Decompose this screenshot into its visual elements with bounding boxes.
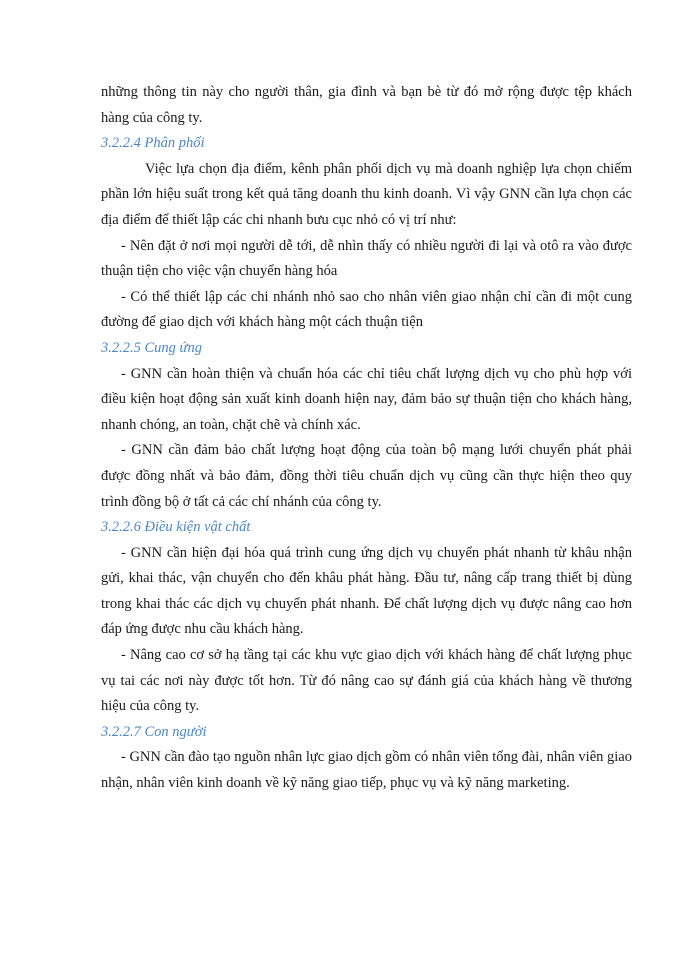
- heading-cung-ung: 3.2.2.5 Cung ứng: [101, 339, 202, 356]
- bullet-item: - GNN cần đào tạo nguồn nhân lực giao dịch gồm có nhân viên tổng đài, nhân viên giao nhận, nhân viên kinh doanh về kỹ năng giao tiếp, phục vụ và kỹ năng marketing.: [101, 749, 632, 792]
- paragraph-phan-phoi-intro: Việc lựa chọn địa điểm, kênh phân phối dịch vụ mà doanh nghiệp lựa chọn chiếm phần lớn hiệu suất trong kết quả tăng doanh thu kinh doanh. Vì vậy GNN cần lựa chọn các địa điểm để thiết lập các chi nhanh bưu cục nhỏ có vị trí như:: [101, 160, 632, 228]
- bullet-item: - GNN cần đảm bảo chất lượng hoạt động của toàn bộ mạng lưới chuyển phát phải được đồng nhất và bảo đảm, đồng thời tiêu chuẩn dịch vụ cũng cần thực hiện theo quy trình đồng bộ ở tất cả các chí nhánh của công ty.: [101, 442, 632, 510]
- bullet-item: - GNN cần hiện đại hóa quá trình cung ứng dịch vụ chuyển phát nhanh từ khâu nhận gửi, khai thác, vận chuyển cho đến khâu phát hàng. Đầu tư, nâng cấp trang thiết bị dùng trong khai thác các dịch vụ chuyển phát nhanh. Để chất lượng dịch vụ được nâng cao hơn đáp ứng được nhu cầu khách hàng.: [101, 544, 632, 638]
- bullet-item: - Nâng cao cơ sở hạ tầng tại các khu vực giao dịch với khách hàng để chất lượng phục vụ tai các nơi này được tốt hơn. Từ đó nâng cao sự đánh giá của khách hàng về thương hiệu của công ty.: [101, 647, 632, 715]
- document-page: [101, 80, 632, 797]
- paragraph-continuation: những thông tin này cho người thân, gia đình và bạn bè từ đó mở rộng được tệp khách hàng của công ty.: [101, 84, 632, 126]
- heading-phan-phoi: 3.2.2.4 Phân phối: [101, 135, 205, 152]
- heading-dieu-kien-vat-chat: 3.2.2.6 Điều kiện vật chất: [101, 519, 251, 536]
- bullet-item: - GNN cần hoàn thiện và chuẩn hóa các chỉ tiêu chất lượng dịch vụ cho phù hợp với điều kiện hoạt động sản xuất kinh doanh hiện nay, đảm bảo sự thuận tiện cho khách hàng, nhanh chóng, an toàn, chặt chẽ và chính xác.: [101, 365, 632, 433]
- heading-con-nguoi: 3.2.2.7 Con người: [101, 723, 207, 740]
- bullet-item: - Có thể thiết lập các chi nhánh nhỏ sao cho nhân viên giao nhận chỉ cần đi một cung đường để giao dịch với khách hàng một cách thuận tiện: [101, 288, 632, 331]
- bullet-item: - Nên đặt ở nơi mọi người dễ tới, dễ nhìn thấy có nhiều người đi lại và otô ra vào được thuận tiện cho việc vận chuyển hàng hóa: [101, 237, 632, 280]
